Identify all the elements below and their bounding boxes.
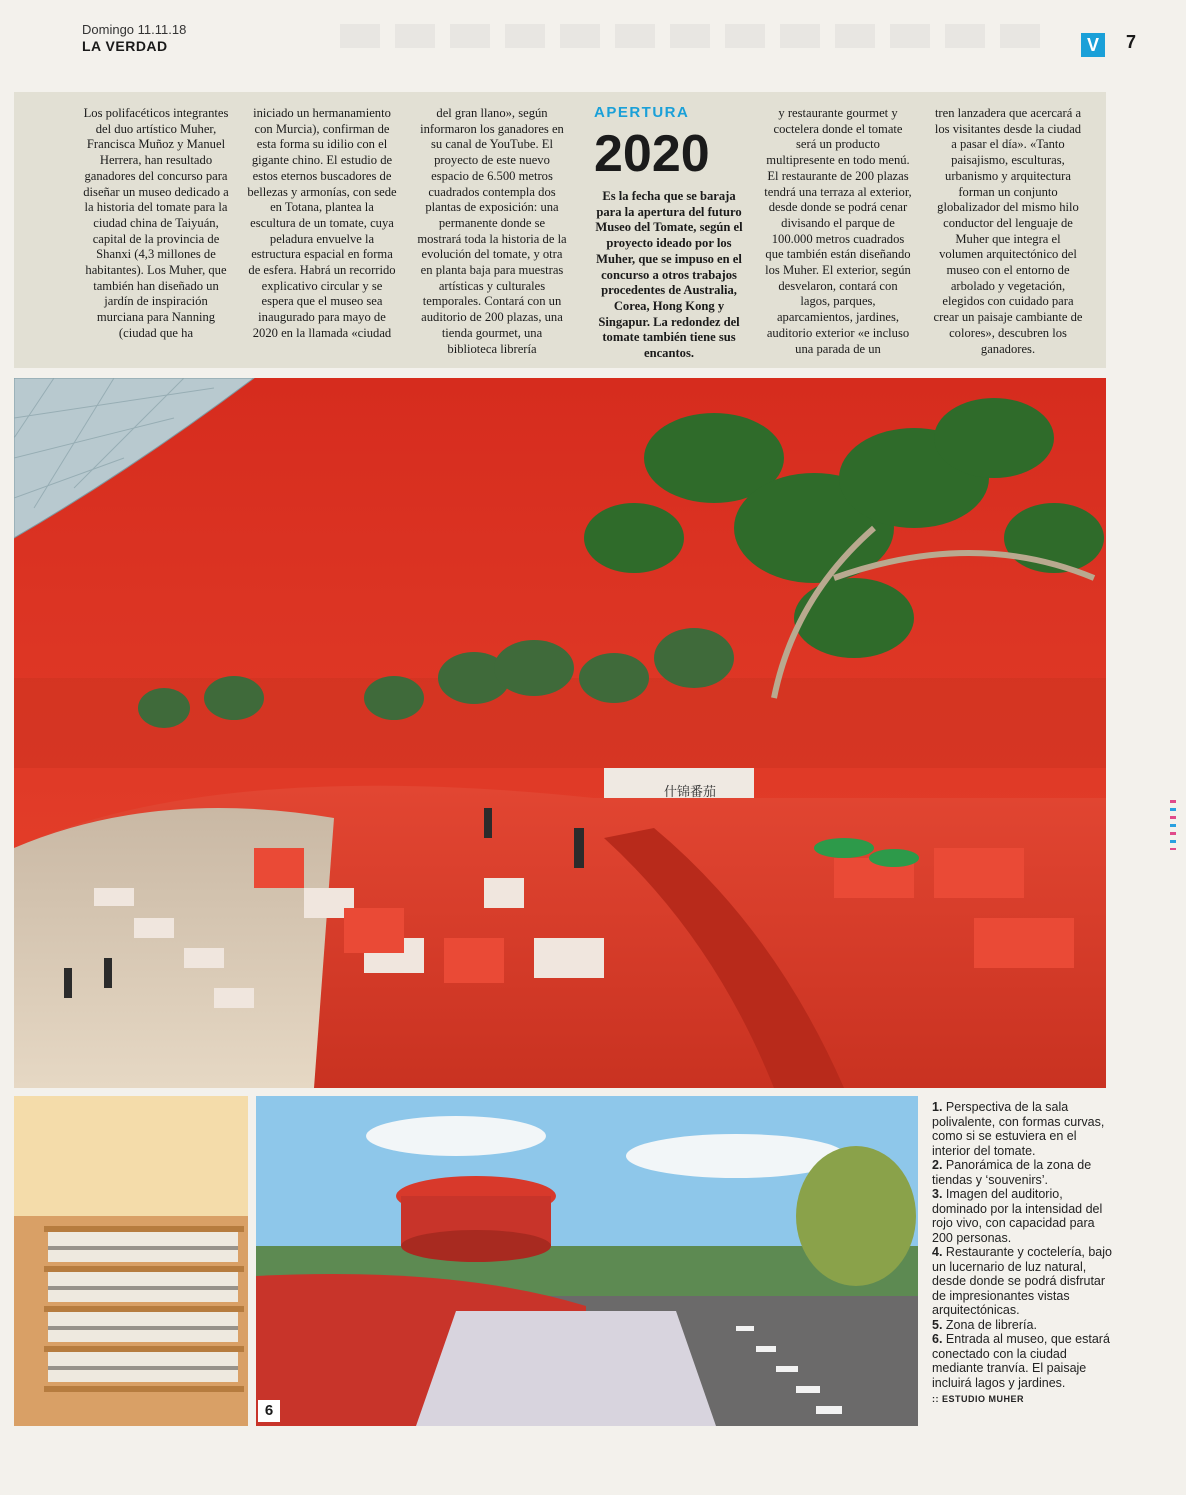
section-badge: V <box>1081 33 1105 57</box>
photo-entrance <box>256 1096 918 1426</box>
article-column-3: del gran llano», según informaron los ganadores en su canal de YouTube. El proyecto de este nuevo espacio de 6.500 metros cuadrados contempla dos plantas de exposición: una permanente donde se mostrará toda la historia de la evolución del tomate, y otra en planta baja para muestras artísticas y culturales temporales. Contará con un auditorio de 200 plazas, una tienda gourmet, una biblioteca librería <box>417 106 567 356</box>
caption-6: 6. Entrada al museo, que estará conectado con la ciudad mediante tranvía. El paisaje incluirá lagos y jardines. <box>932 1332 1110 1390</box>
photo-credit: :: ESTUDIO MUHER <box>932 1394 1024 1404</box>
shop-sign-text: 什锦番茄 <box>664 785 717 800</box>
sidebar-number: 2020 <box>594 125 710 183</box>
header-ghost-text <box>340 24 1040 48</box>
caption-5: 5. Zona de librería. <box>932 1317 1037 1332</box>
caption-3: 3. Imagen del auditorio, dominado por la intensidad del rojo vivo, con capacidad para 200 personas. <box>932 1187 1103 1245</box>
library-rendering <box>14 1096 248 1426</box>
photo-library <box>14 1096 248 1426</box>
caption-2: 2. Panorámica de la zona de tiendas y ‘souvenirs’. <box>932 1158 1092 1187</box>
sidebar-kicker: APERTURA <box>594 104 690 121</box>
sidebar-box <box>594 104 744 362</box>
article-column-1: Los polifacéticos integrantes del duo artístico Muher, Francisca Muñoz y Manuel Herrera, han resultado ganadores del concurso para diseñar un museo dedicado a la historia del tomate para la ciudad china de Taiyuán, capital de la provincia de Shanxi (4,3 millones de habitantes). Los Muher, que también han diseñado un jardín de inspiración murciana para Nanning (ciudad que ha <box>83 106 229 340</box>
print-registration-marks <box>1170 800 1176 850</box>
sidebar-text: Es la fecha que se baraja para la apertura del futuro Museo del Tomate, según el proyecto ideado por los Muher, que se impuso en el concurso a otros trabajos procedentes de Australia, Corea, Hong Kong y Singapur. La redondez del tomate también tiene sus encantos. <box>595 189 743 361</box>
photo-number-badge: 6 <box>258 1400 280 1422</box>
caption-4: 4. Restaurante y coctelería, bajo un lucernario de luz natural, desde donde se podrá disfrutar de impresionantes vistas arquitectónicas. <box>932 1245 1112 1317</box>
entrance-rendering <box>256 1096 918 1426</box>
header-date: Domingo 11.11.18 <box>82 22 187 37</box>
main-photo-interior <box>14 378 1106 1088</box>
page-number: 7 <box>1126 32 1137 52</box>
article-column-5: tren lanzadera que acercará a los visitantes desde la ciudad a pasar el día». «Tanto paisajismo, esculturas, urbanismo y arquitectura forman un conjunto globalizador del mismo hilo conductor del lenguaje de Muher que integra el volumen arquitectónico del museo con el entorno de arbolado y vegetación, elegidos con cuidado para crear un paisaje cambiante de colores», descubren los ganadores. <box>933 106 1083 356</box>
newspaper-name: LA VERDAD <box>82 38 168 54</box>
article-column-2: iniciado un hermanamiento con Murcia), confirman de esta forma su idilio con el gigante chino. El estudio de estos eternos buscadores de bellezas y armonías, con sede en Totana, plantea la escultura de un tomate, cuya peladura envuelve la estructura espacial en forma de esfera. Habrá un recorrido explicativo circular y se espera que el museo sea inaugurado para mayo de 2020 en la llamada «ciudad <box>247 106 397 340</box>
photo-captions <box>932 1100 1112 1404</box>
article-column-4: y restaurante gourmet y coctelera donde el tomate será un producto multipresente en todo menú. El restaurante de 200 plazas tendrá una terraza al exterior, desde donde se podrá cenar divisando el parque de 100.000 metros cuadrados que también están diseñando los Muher. El exterior, según desvelaron, contará con lagos, parques, aparcamientos, jardines, auditorio exterior «e incluso una parada de un <box>764 106 912 356</box>
interior-rendering <box>14 378 1106 1088</box>
caption-1: 1. Perspectiva de la sala polivalente, con formas curvas, como si se estuviera en el interior del tomate. <box>932 1100 1105 1158</box>
